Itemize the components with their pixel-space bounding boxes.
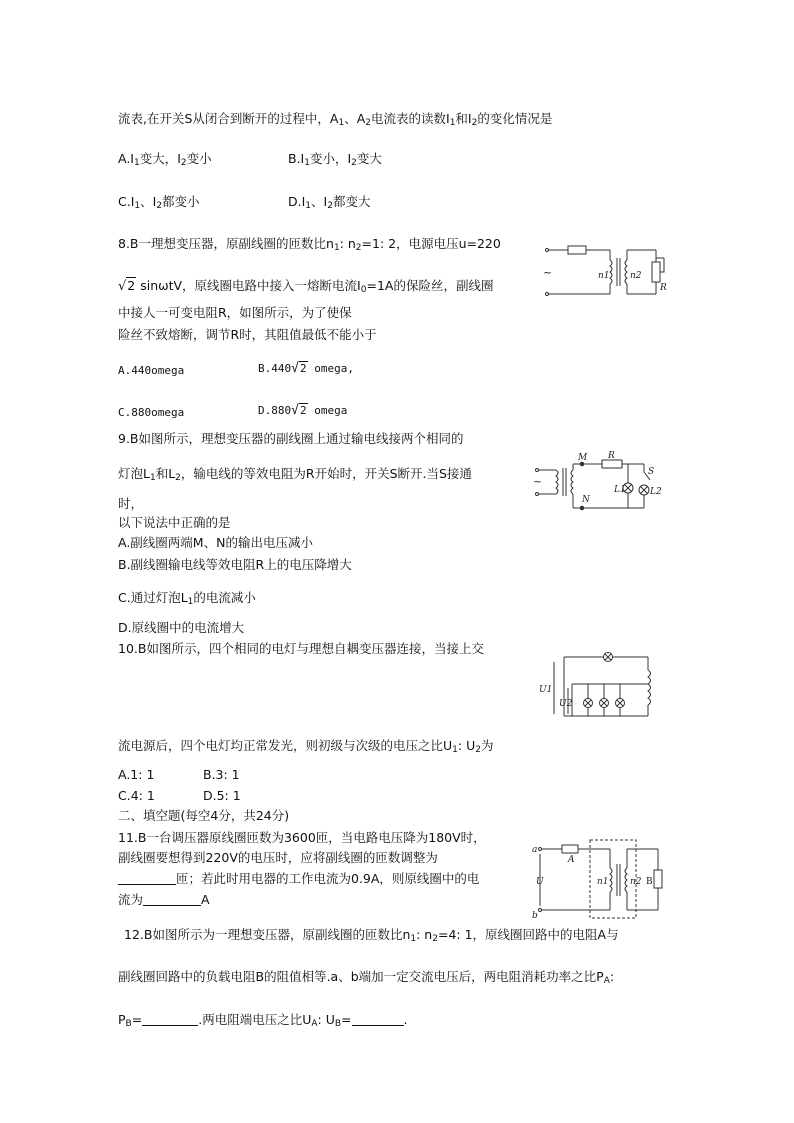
q10-line-1: 10.B如图所示，四个相同的电灯与理想自耦变压器连接，当接上交 [118, 641, 484, 656]
q8-line-1: 8.B一理想变压器，原副线圈的匝数比$n_1$: $n_2=1$: 2，电源电压u=220 [118, 236, 501, 253]
q12-line-3: $P_B=$ .两电阻端电压之比$U_A$: $U_B=$ . [118, 1012, 408, 1029]
q8-line-3: 中接人一可变电阻R，如图所示，为了使保 [118, 305, 352, 320]
r-label: R [660, 283, 667, 293]
q9-option-b: B.副线圈输电线等效电阻R上的电压降增大 [118, 557, 352, 572]
q10-option-c: C.4: 1 [118, 788, 155, 803]
q9-option-c: C.通过灯泡$L_1$的电流减小 [118, 590, 256, 607]
resistor-b-label: B [646, 877, 653, 887]
q9-line-3: 时， [118, 496, 144, 511]
sqrt-symbol: √ [118, 279, 127, 294]
ac-source-label: ~ [543, 266, 553, 279]
q11-transformer-diagram [530, 838, 664, 922]
secondary-coil [625, 260, 627, 284]
q8-option-a: A.440omega [118, 364, 185, 377]
q7-option-d: $D.I_1$、$I_2$都变大 [288, 194, 371, 211]
resistor-b [654, 870, 662, 888]
q11-line-4: 流为 A [118, 892, 210, 907]
q9-line-2: 灯泡$L_1$和$L_2$，输电线的等效电阻为R开始时，开关S断开.当S接通 [118, 466, 472, 483]
section-heading-fill-in: 二、填空题(每空4分，共24分) [118, 808, 290, 823]
q7-option-c: $C.I_1$、$I_2$都变小 [118, 194, 200, 211]
q7-option-a: $A.I_1$变大，$I_2$变小 [118, 151, 212, 168]
primary-coil [610, 868, 612, 892]
q8-transformer-circuit-diagram [540, 240, 670, 308]
b-label: b [532, 911, 538, 921]
q10-line-2: 流电源后，四个电灯均正常发光，则初级与次级的电压之比$U_1$: $U_2$为 [118, 738, 494, 755]
q11-blank-2[interactable] [143, 893, 201, 906]
m-label: M [578, 453, 588, 463]
u2-label: U2 [559, 699, 573, 709]
n2-label: n2 [630, 877, 642, 887]
q12-blank-2[interactable] [352, 1013, 404, 1026]
q9-option-a: A.副线圈两端M、N的输出电压减小 [118, 535, 313, 550]
resistor-a-label: A [568, 855, 575, 865]
autotransformer-coil [648, 670, 651, 705]
q12-blank-1[interactable] [142, 1013, 198, 1026]
q9-transformer-lamps-diagram [530, 450, 670, 516]
l1-label: L1 [614, 485, 626, 495]
q11-line-2: 副线圈要想得到220V的电压时，应将副线圈的匝数调整为 [118, 850, 438, 865]
fuse [568, 246, 586, 254]
q10-option-d: D.5: 1 [203, 788, 241, 803]
q8-option-d: D.880√2 omega [258, 403, 348, 418]
s-label: S [648, 467, 655, 477]
sqrt-symbol: √ [291, 361, 299, 376]
u1-label: U1 [539, 685, 553, 695]
u-label: U [536, 877, 544, 887]
l2-label: L2 [650, 487, 662, 497]
n-label: N [582, 495, 590, 505]
q10-option-b: B.3: 1 [203, 767, 240, 782]
q10-autotransformer-diagram [536, 648, 658, 724]
q9-option-d: D.原线圈中的电流增大 [118, 620, 245, 635]
sqrt-symbol: √ [291, 403, 299, 418]
q8-line-2: √2 sinωtV，原线圈电路中接入一熔断电流$I_0=1A$的保险丝，副线圈 [118, 278, 494, 295]
q8-option-c: C.880omega [118, 406, 185, 419]
q11-line-1: 11.B一台调压器原线圈匝数为3600匝，当电路电压降为180V时， [118, 830, 486, 845]
resistor-r [602, 460, 622, 468]
secondary-coil [571, 470, 573, 494]
primary-coil [556, 470, 558, 494]
secondary-coil [625, 868, 627, 892]
q7-stem: 流表,在开关S从闭合到断开的过程中，$A_1$、$A_2$电流表的读数$I_1$和$I_2$的变化情况是 [118, 111, 553, 128]
n2-label: n2 [630, 271, 642, 281]
q9-line-4: 以下说法中正确的是 [118, 515, 231, 530]
q12-line-2: 副线圈回路中的负载电阻B的阻值相等.a、b端加一定交流电压后，两电阻消耗功率之比$P_A$: [118, 969, 615, 986]
q11-line-3: 匝；若此时用电器的工作电流为0.9A，则原线圈中的电 [118, 871, 479, 887]
q11-blank-1[interactable] [118, 872, 176, 885]
n1-label: n1 [598, 271, 610, 281]
resistor-a [562, 845, 578, 853]
n1-label: n1 [597, 877, 609, 887]
ac-source-label: ~ [533, 475, 543, 488]
r-label: R [608, 451, 615, 461]
q7-option-b: $B.I_1$变小，$I_2$变大 [288, 151, 382, 168]
a-label: a [532, 845, 538, 855]
q8-option-b: B.440√2 omega, [258, 361, 354, 376]
q12-line-1: 12.B如图所示为一理想变压器，原副线圈的匝数比$n_1$: $n_2=4$: 1，原线圈回路中的电阻A与 [124, 927, 619, 944]
q9-line-1: 9.B如图所示，理想变压器的副线圈上通过输电线接两个相同的 [118, 431, 464, 446]
q8-line-4: 险丝不致熔断，调节R时，其阻值最低不能小于 [118, 327, 377, 342]
q10-option-a: A.1: 1 [118, 767, 155, 782]
variable-resistor [652, 262, 660, 282]
primary-coil [610, 260, 612, 284]
